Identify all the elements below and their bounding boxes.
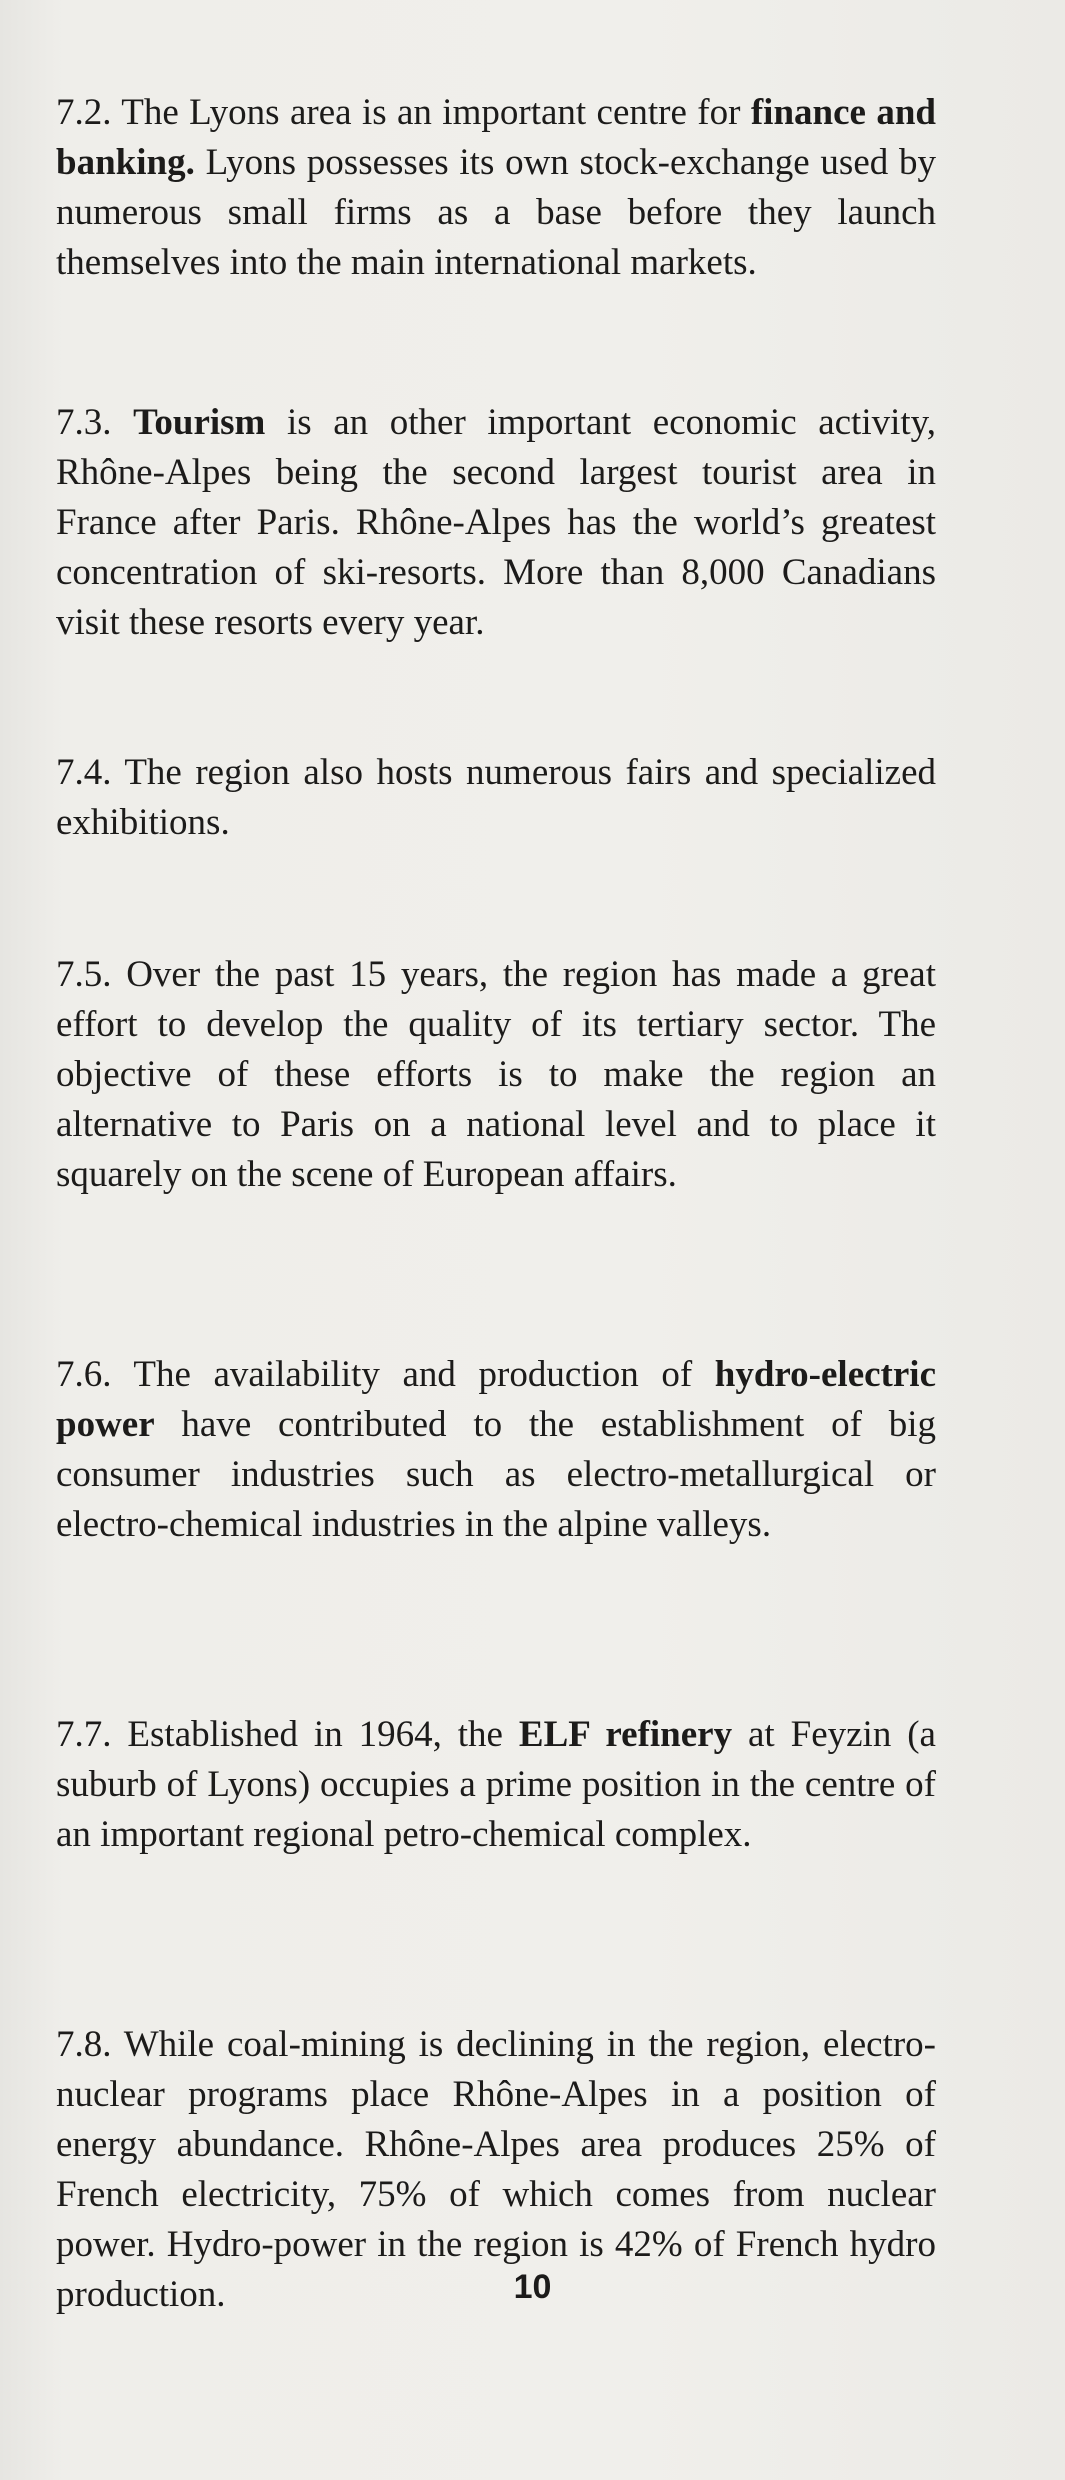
paragraph-7-7-body: at Feyzin (a suburb of Lyons) occupies a prime position in the centre of an important regional petro-chemical complex. bbox=[56, 1714, 936, 1855]
paragraph-7-2-body: Lyons possesses its own stock-exchange used by numerous small firms as a base before they launch themselves into the main international markets. bbox=[56, 142, 936, 283]
paragraph-7-6 bbox=[56, 1350, 936, 1550]
paragraph-7-7-emphasis: ELF refinery bbox=[518, 1714, 733, 1755]
paragraph-7-2-emphasis: finance and banking. bbox=[56, 92, 936, 183]
page-number: 10 bbox=[513, 2268, 552, 2306]
paragraph-7-4: 7.4. The region also hosts numerous fairs and specialized exhibitions. bbox=[56, 752, 936, 843]
paragraph-7-3 bbox=[56, 398, 936, 648]
paragraph-7-2-lead: 7.2. The Lyons area is an important centre for bbox=[56, 92, 751, 133]
paragraph-7-3-lead: 7.3. bbox=[56, 402, 134, 443]
paragraph-7-3-emphasis: Tourism bbox=[133, 402, 266, 443]
paragraph-7-8: 7.8. While coal-mining is declining in the region, electro-nuclear programs place Rhône-Alpes in a position of energy abundance. Rhône-Alpes area produces 25% of French electricity, 75% of which comes from nuclear power. Hydro-power in the region is 42% of French hydro production. bbox=[56, 2024, 936, 2315]
paragraph-7-7 bbox=[56, 1710, 936, 1860]
paragraph-7-6-emphasis: hydro-electric power bbox=[56, 1354, 936, 1445]
paragraph-7-6-body: have contributed to the establishment of big consumer industries such as electro-metallurgical or electro-chemical industries in the alpine valleys. bbox=[56, 1404, 936, 1545]
paragraph-7-6-lead: 7.6. The availability and production of bbox=[56, 1354, 715, 1395]
paragraph-7-5: 7.5. Over the past 15 years, the region has made a great effort to develop the quality of its tertiary sector. The objective of these efforts is to make the region an alternative to Paris on a national level and to place it squarely on the scene of European affairs. bbox=[56, 954, 936, 1195]
paragraph-7-2 bbox=[56, 88, 936, 288]
paragraph-7-3-body: is an other important economic activity, Rhône-Alpes being the second largest tourist area in France after Paris. Rhône-Alpes has the world’s greatest concentration of ski-resorts. More than 8,000 Canadians visit these resorts every year. bbox=[56, 402, 937, 643]
paragraph-7-7-lead: 7.7. Established in 1964, the bbox=[56, 1714, 519, 1755]
